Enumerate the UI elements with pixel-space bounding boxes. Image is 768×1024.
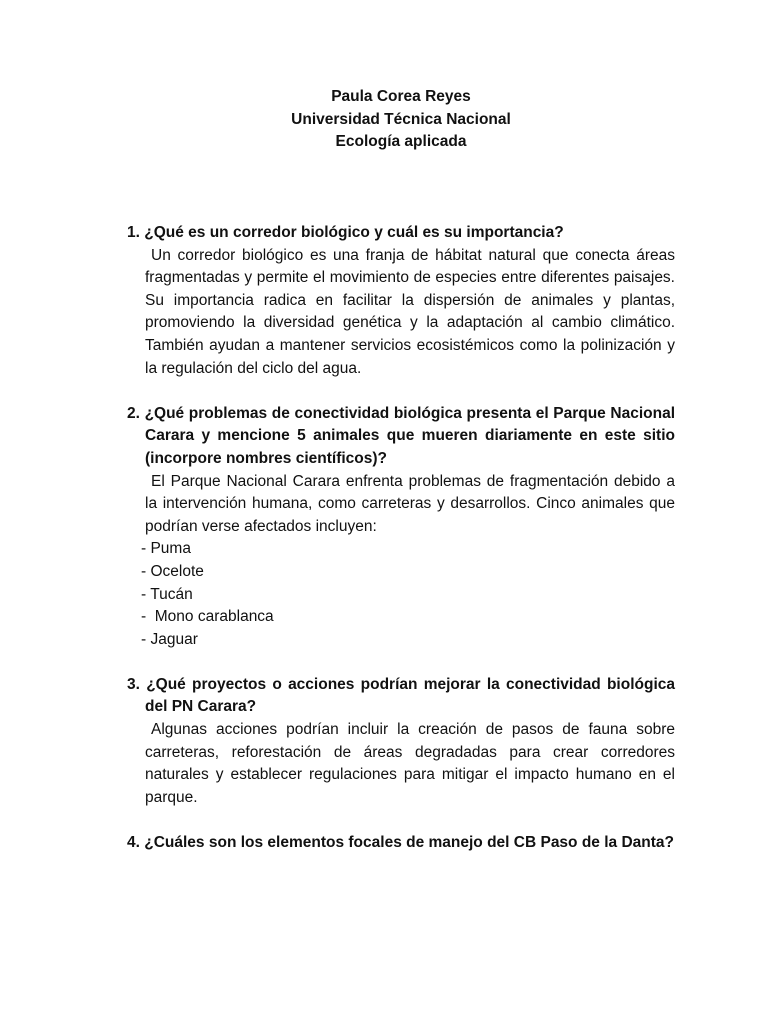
question-1-number: 1. bbox=[127, 224, 140, 241]
question-1-text: ¿Qué es un corredor biológico y cuál es su importancia? bbox=[144, 224, 564, 241]
question-2 bbox=[127, 403, 675, 471]
answer-2-text: El Parque Nacional Carara enfrenta problemas de fragmentación debido a la intervención humana, como carreteras y desarrollos. Cinco animales que podrían verse afectados incluyen: bbox=[145, 472, 675, 535]
document-header bbox=[0, 86, 768, 154]
animal-list bbox=[127, 538, 675, 651]
question-2-text: ¿Qué problemas de conectividad biológica presenta el Parque Nacional Carara y mencione 5 animales que mueren diariamente en este sitio (incorpore nombres científicos)? bbox=[144, 404, 675, 467]
list-item: - Mono carablanca bbox=[141, 608, 274, 626]
question-4-number: 4. bbox=[127, 834, 140, 852]
list-item: - Puma bbox=[141, 540, 191, 558]
paragraph-gap bbox=[127, 809, 675, 832]
question-3-number: 3. bbox=[127, 675, 140, 693]
answer-1-text: Un corredor biológico es una franja de hábitat natural que conecta áreas fragmentadas y permite el movimiento de especies entre diferentes paisajes. Su importancia radica en facilitar la dispersión de animales y plantas, promoviendo la diversidad genética y la adaptación al cambio climático. También ayudan a mantener servicios ecosistémicos como la polinización y la regulación del ciclo del agua. bbox=[145, 246, 675, 377]
question-3 bbox=[127, 674, 675, 719]
answer-3 bbox=[127, 719, 675, 809]
list-item: - Ocelote bbox=[141, 562, 204, 580]
list-item: - Jaguar bbox=[141, 630, 198, 648]
question-3-text: ¿Qué proyectos o acciones podrían mejorar la conectividad biológica del PN Carara? bbox=[145, 675, 676, 716]
university-name: Universidad Técnica Nacional bbox=[291, 110, 511, 128]
question-4 bbox=[127, 832, 675, 855]
paragraph-gap bbox=[127, 651, 675, 674]
question-1 bbox=[127, 222, 675, 245]
answer-2 bbox=[127, 471, 675, 539]
list-item: - Tucán bbox=[141, 585, 193, 603]
paragraph-gap bbox=[127, 380, 675, 403]
course-name: Ecología aplicada bbox=[335, 133, 467, 150]
question-2-number: 2. bbox=[127, 404, 140, 422]
question-4-text: ¿Cuáles son los elementos focales de manejo del CB Paso de la Danta? bbox=[144, 834, 674, 852]
author-name: Paula Corea Reyes bbox=[331, 88, 471, 105]
document-body bbox=[127, 222, 675, 855]
answer-1 bbox=[127, 245, 675, 381]
answer-3-text: Algunas acciones podrían incluir la creación de pasos de fauna sobre carreteras, reforestación de áreas degradadas para crear corredores naturales y establecer regulaciones para mitigar el impacto humano en el parque. bbox=[145, 721, 675, 806]
